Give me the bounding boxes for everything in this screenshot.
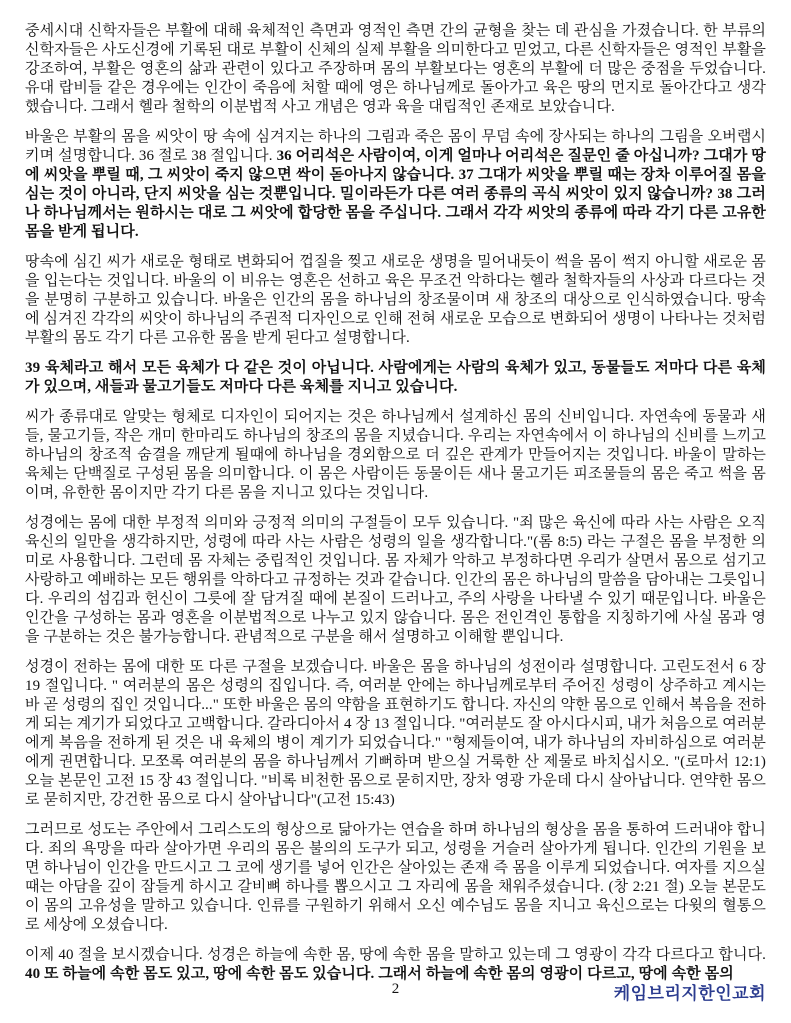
body-text: 이제 40 절을 보시겠습니다. 성경은 하늘에 속한 몸, 땅에 속한 몸을 말하고 있는데 그 영광이 각각 다르다고 합니다. <box>25 947 766 963</box>
body-text: 땅속에 심긴 씨가 새로운 형태로 변화되어 껍질을 찢고 새로운 생명을 밀어내듯이 썩을 몸이 썩지 아니할 새로운 몸을 입는다는 것입니다. 바울의 이 비유는 영혼은 선하고 육은 무조건 악하다는 헬라 철학자들의 사상과 다르다는 것을 분명히 구분하고 있습니다. 바울은 인간의 몸을 하나님의 창조물이며 새 창조의 대상으로 인식하였습니다. 땅속에 심겨진 각각의 씨앗이 하나님의 주권적 디자인으로 인해 전혀 새로운 모습으로 변화되어 생명이 나타나는 것처럼 부활의 몸도 각기 다른 고유한 몸을 받게 된다고 설명합니다. <box>25 254 766 346</box>
paragraph <box>25 658 766 810</box>
body-text: 성경에는 몸에 대한 부정적 의미와 긍정적 의미의 구절들이 모두 있습니다. "죄 많은 육신에 따라 사는 사람은 오직 육신의 일만을 생각하지만, 성령에 따라 사는 사람은 성령의 일을 생각합니다."(롬 8:5) 라는 구절은 몸을 부정한 의미로 사용합니다. 그런데 몸 자체는 중립적인 것입니다. 몸 자체가 악하고 부정하다면 우리가 살면서 몸으로 섬기고 사랑하고 예배하는 모든 행위를 악하다고 규정하는 것과 같습니다. 인간의 몸은 하나님의 말씀을 담아내는 그릇입니다. 우리의 섬김과 헌신이 그릇에 잘 담겨질 때에 본질이 드러나고, 주의 사랑을 나타낼 수 있기 때문입니다. 바울은 인간을 구성하는 몸과 영혼을 이분법적으로 나누고 있지 않습니다. 몸은 전인격인 통합을 지칭하기에 사실 몸과 영을 구분하는 것은 불가능합니다. 관념적으로 구분을 해서 설명하고 이해할 뿐입니다. <box>25 515 766 645</box>
paragraph <box>25 359 766 397</box>
scripture-quote-text: 36 어리석은 사람이여, 이게 얼마나 어리석은 질문인 줄 아십니까? 그대가 땅에 씨앗을 뿌릴 때, 그 씨앗이 죽지 않으면 싹이 돋아나지 않습니다. 37 그대가 씨앗을 뿌릴 때는 장차 이루어질 몸을 심는 것이 아니라, 단지 씨앗을 심는 것뿐입니다. 밀이라든가 다른 여러 종류의 곡식 씨앗이 있지 않습니까? 38 그러나 하나님께서는 원하시는 대로 그 씨앗에 합당한 몸을 주십니다. 그래서 각각 씨앗의 종류에 따라 각기 다른 고유한 몸을 받게 됩니다. <box>25 148 767 240</box>
paragraph <box>25 253 766 348</box>
body-text: 그러므로 성도는 주안에서 그리스도의 형상으로 닮아가는 연습을 하며 하나님의 형상을 몸을 통하여 드러내야 합니다. 죄의 욕망을 따라 살아가면 우리의 몸은 불의의 도구가 되고, 성령을 거슬러 살아가게 됩니다. 인간의 기원을 보면 하나님이 인간을 만드시고 그 코에 생기를 넣어 인간은 살아있는 존재 즉 몸을 이루게 되었습니다. 여자를 지으실 때는 아담을 깊이 잠들게 하시고 갈비뼈 하나를 뽑으시고 그 자리에 몸을 채워주셨습니다. (창 2:21 절) 오늘 본문도 이 몸의 고유성을 말하고 있습니다. 인류를 구원하기 위해서 오신 예수님도 몸을 지니고 육신으로는 다윗의 혈통으로 세상에 오셨습니다. <box>25 822 766 933</box>
paragraph <box>25 821 766 935</box>
body-text: 중세시대 신학자들은 부활에 대해 육체적인 측면과 영적인 측면 간의 균형을 찾는 데 관심을 가졌습니다. 한 부류의 신학자들은 사도신경에 기록된 대로 부활이 신체의 실제 부활을 의미한다고 믿었고, 다른 신학자들은 영적인 부활을 강조하여, 부활은 영혼의 삶과 관련이 있다고 주장하며 몸의 부활보다는 영혼의 부활에 더 많은 중점을 두었습니다. 유대 랍비들 같은 경우에는 인간이 죽음에 처할 때에 영은 하나님께로 돌아가고 육은 땅의 먼지로 돌아간다고 생각했습니다. 그래서 헬라 철학의 이분법적 사고 개념은 영과 육을 대립적인 존재로 보았습니다. <box>25 23 766 115</box>
body-text: 바울은 부활의 몸을 씨앗이 땅 속에 심겨지는 하나의 그림과 죽은 몸이 무덤 속에 장사되는 하나의 그림을 오버랩시키며 설명합니다. 36 절로 38 절입니다. <box>25 129 766 164</box>
church-name: 케임브리지한인교회 <box>613 984 766 1003</box>
scripture-quote-text: 39 육체라고 해서 모든 육체가 다 같은 것이 아닙니다. 사람에게는 사람의 육체가 있고, 동물들도 저마다 다른 육체가 있으며, 새들과 물고기들도 저마다 다른 육체를 지니고 있습니다. <box>25 360 766 395</box>
paragraph <box>25 22 766 117</box>
paragraph <box>25 408 766 503</box>
body-text: 씨가 종류대로 알맞는 형체로 디자인이 되어지는 것은 하나님께서 설계하신 몸의 신비입니다. 자연속에 동물과 새들, 물고기들, 작은 개미 한마리도 하나님의 창조의 몸을 지녔습니다. 우리는 자연속에서 이 하나님의 신비를 느끼고 하나님의 창조적 숨결을 깨닫게 될때에 하나님을 경외함으로 더 깊은 관계가 만들어지는 것입니다. 바울이 말하는 육체는 단백질로 구성된 몸을 의미합니다. 이 몸은 사람이든 동물이든 새나 물고기든 피조물들의 몸은 죽고 썩을 몸이며, 유한한 몸이지만 각기 다른 몸을 지니고 있다는 것입니다. <box>25 409 766 501</box>
page-number: 2 <box>391 981 400 997</box>
scripture-quote-text: 40 또 하늘에 속한 몸도 있고, 땅에 속한 몸도 있습니다. 그래서 하늘에 속한 몸의 영광이 다르고, 땅에 속한 몸의 <box>25 966 734 982</box>
paragraph <box>25 514 766 647</box>
body-text: 성경이 전하는 몸에 대한 또 다른 구절을 보겠습니다. 바울은 몸을 하나님의 성전이라 설명합니다. 고린도전서 6 장 19 절입니다. " 여러분의 몸은 성령의 집입니다. 즉, 여러분 안에는 하나님께로부터 주어진 성령이 상주하고 계시는 바 곧 성령의 집인 것입니다..." 또한 바울은 몸의 약함을 표현하기도 합니다. 자신의 약한 몸으로 인해서 복음을 전하게 되는 계기가 되었다고 고백합니다. 갈라디아서 4 장 13 절입니다. "여러분도 잘 아시다시피, 내가 처음으로 여러분에게 복음을 전하게 된 것은 내 육체의 병이 계기가 되었습니다." "형제들이여, 내가 하나님의 자비하심으로 여러분에게 권면합니다. 모쪼록 여러분의 몸을 하나님께서 기뻐하며 받으실 거룩한 산 제물로 바치십시오. "(로마서 12:1) 오늘 본문인 고전 15 장 43 절입니다. "비록 비천한 몸으로 묻히지만, 장차 영광 가운데 다시 살아납니다. 연약한 몸으로 묻히지만, 강건한 몸으로 다시 살아납니다"(고전 15:43) <box>25 659 766 808</box>
paragraph <box>25 128 766 242</box>
document-body <box>25 22 766 984</box>
page-footer <box>0 979 791 1005</box>
